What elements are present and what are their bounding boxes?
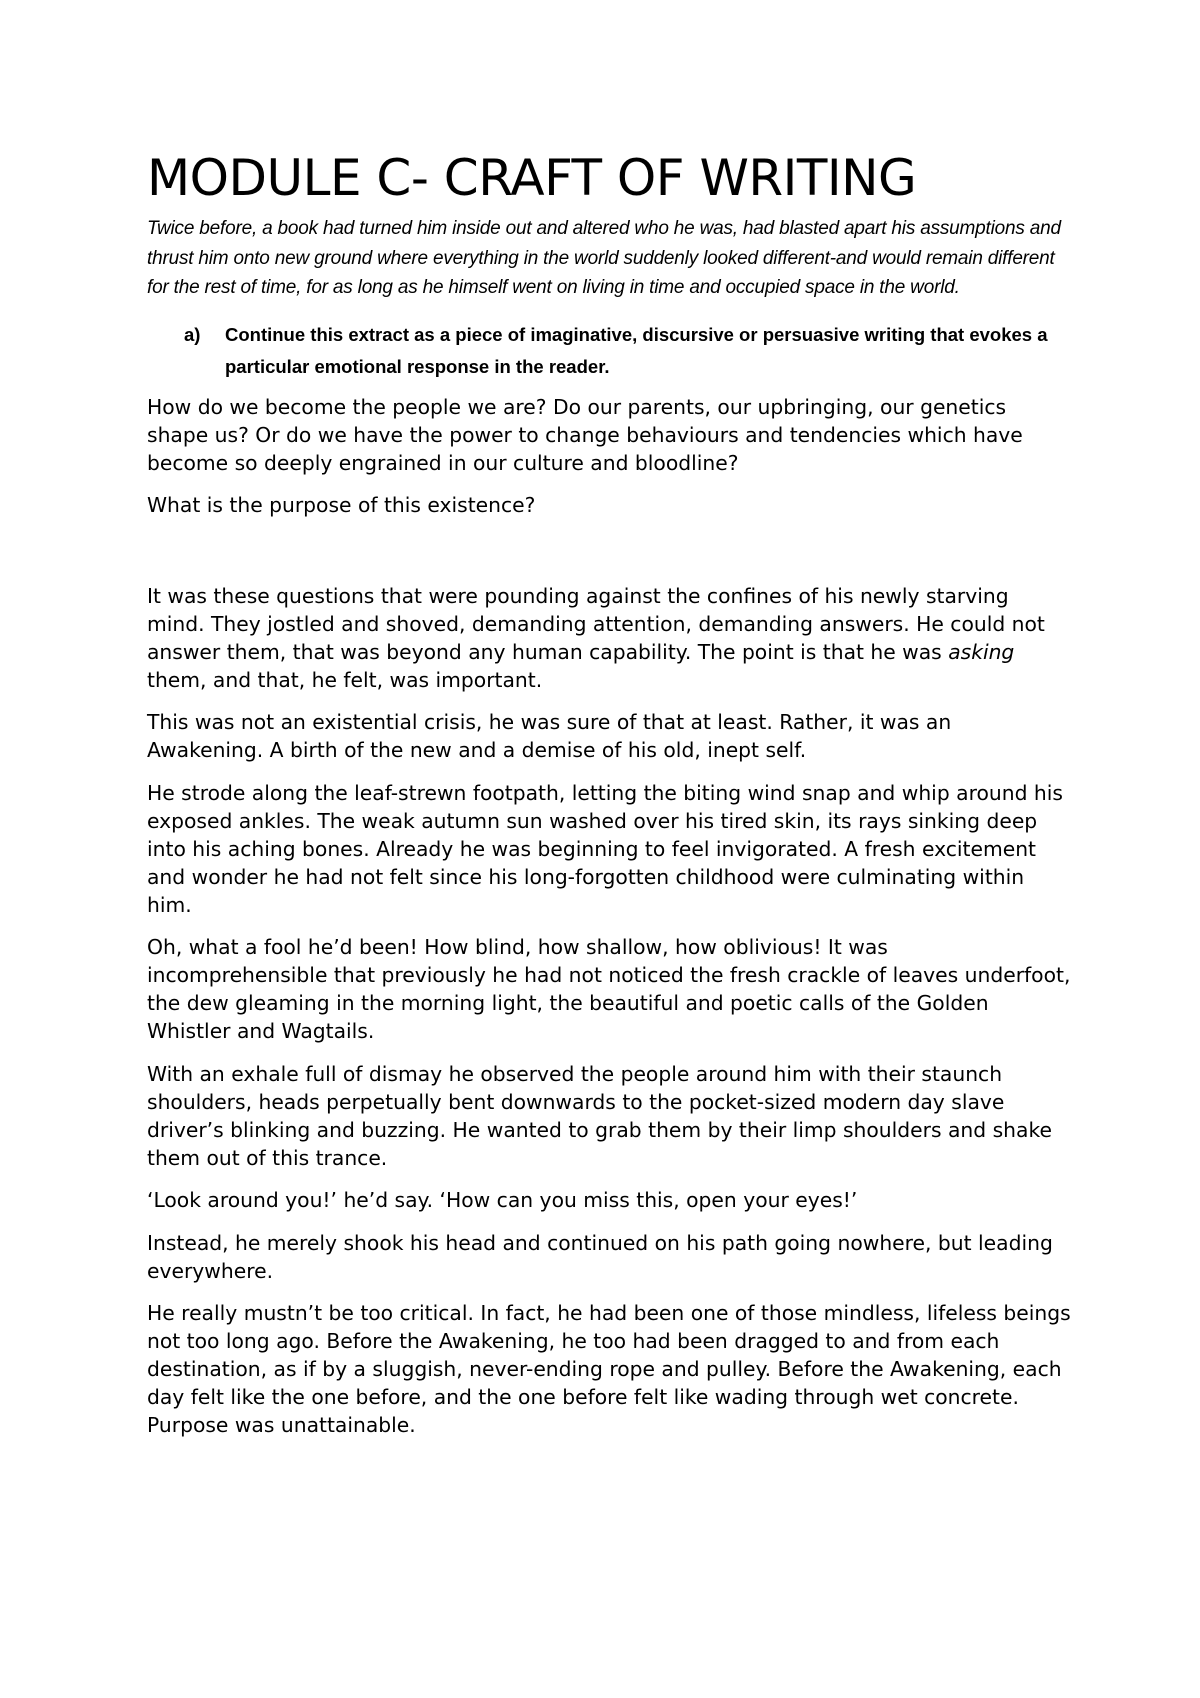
body-paragraph: ‘Look around you!’ he’d say. ‘How can you miss this, open your eyes!’ [147,1188,858,1212]
body-paragraph: Oh, what a fool he’d been! How blind, how shallow, how oblivious! It was incomprehensible that previously he had not noticed the fresh crackle of leaves underfoot, the dew gleaming in the morning light, the beautiful and poetic calls of the Golden Whistler and Wagtails. [147,935,1071,1043]
body-paragraph: With an exhale full of dismay he observed the people around him with their staunch shoulders, heads perpetually bent downwards to the pocket-sized modern day slave driver’s blinking and buzzing. He wanted to grab them by their limp shoulders and shake them out of this trance. [147,1061,1052,1170]
task-item [147,319,1072,383]
paragraph-gap [147,534,1072,582]
emphasized-word: asking [948,639,1015,664]
document-page [147,148,1072,1454]
body-text: them, and that, he felt, was important. [147,667,543,692]
body-paragraph: He really mustn’t be too critical. In fact, he had been one of those mindless, lifeless beings not too long ago. Before the Awakening, he too had been dragged to and from each destination, as if by a sluggish, never-ending rope and pulley. Before the Awakening, each day felt like the one before, and the one before felt like wading through wet concrete. Purpose was unattainable. [147,1301,1071,1437]
task-marker: a) [184,323,201,345]
body-paragraph: He strode along the leaf-strewn footpath, letting the biting wind snap and whip around his exposed ankles. The weak autumn sun washed over his tired skin, its rays sinking deep into his aching bones. Already he was beginning to feel invigorated. A fresh excitement and wonder he had not felt since his long-forgotten childhood were culminating within him. [147,780,1063,917]
body-paragraph-questions [147,582,1072,694]
opening-paragraph-purpose: What is the purpose of this existence? [147,493,536,517]
body-paragraph: This was not an existential crisis, he was sure of that at least. Rather, it was an Awakening. A birth of the new and a demise of his old, inept self. [147,710,952,762]
task-text: Continue this extract as a piece of imaginative, discursive or persuasive writing that evokes a particular emotional response in the reader. [225,323,1048,377]
prompt-quote: Twice before, a book had turned him inside out and altered who he was, had blasted apart his assumptions and thrust him onto new ground where everything in the world suddenly looked different-and would remain different for the rest of time, for as long as he himself went on living in time and occupied space in the world. [147,218,1061,298]
opening-paragraph-questions: How do we become the people we are? Do our parents, our upbringing, our genetics shape us? Or do we have the power to change behaviours and tendencies which have become so deeply engrained in our culture and bloodline? [147,394,1023,475]
body-text: It was these questions that were pounding against the confines of his newly starving mind. They jostled and shoved, demanding attention, demanding answers. He could not answer them, that was beyond any human capability. The point is that he was [147,583,1045,664]
document-title: MODULE C- CRAFT OF WRITING [147,149,917,207]
body-paragraph: Instead, he merely shook his head and continued on his path going nowhere, but leading everywhere. [147,1230,1053,1283]
